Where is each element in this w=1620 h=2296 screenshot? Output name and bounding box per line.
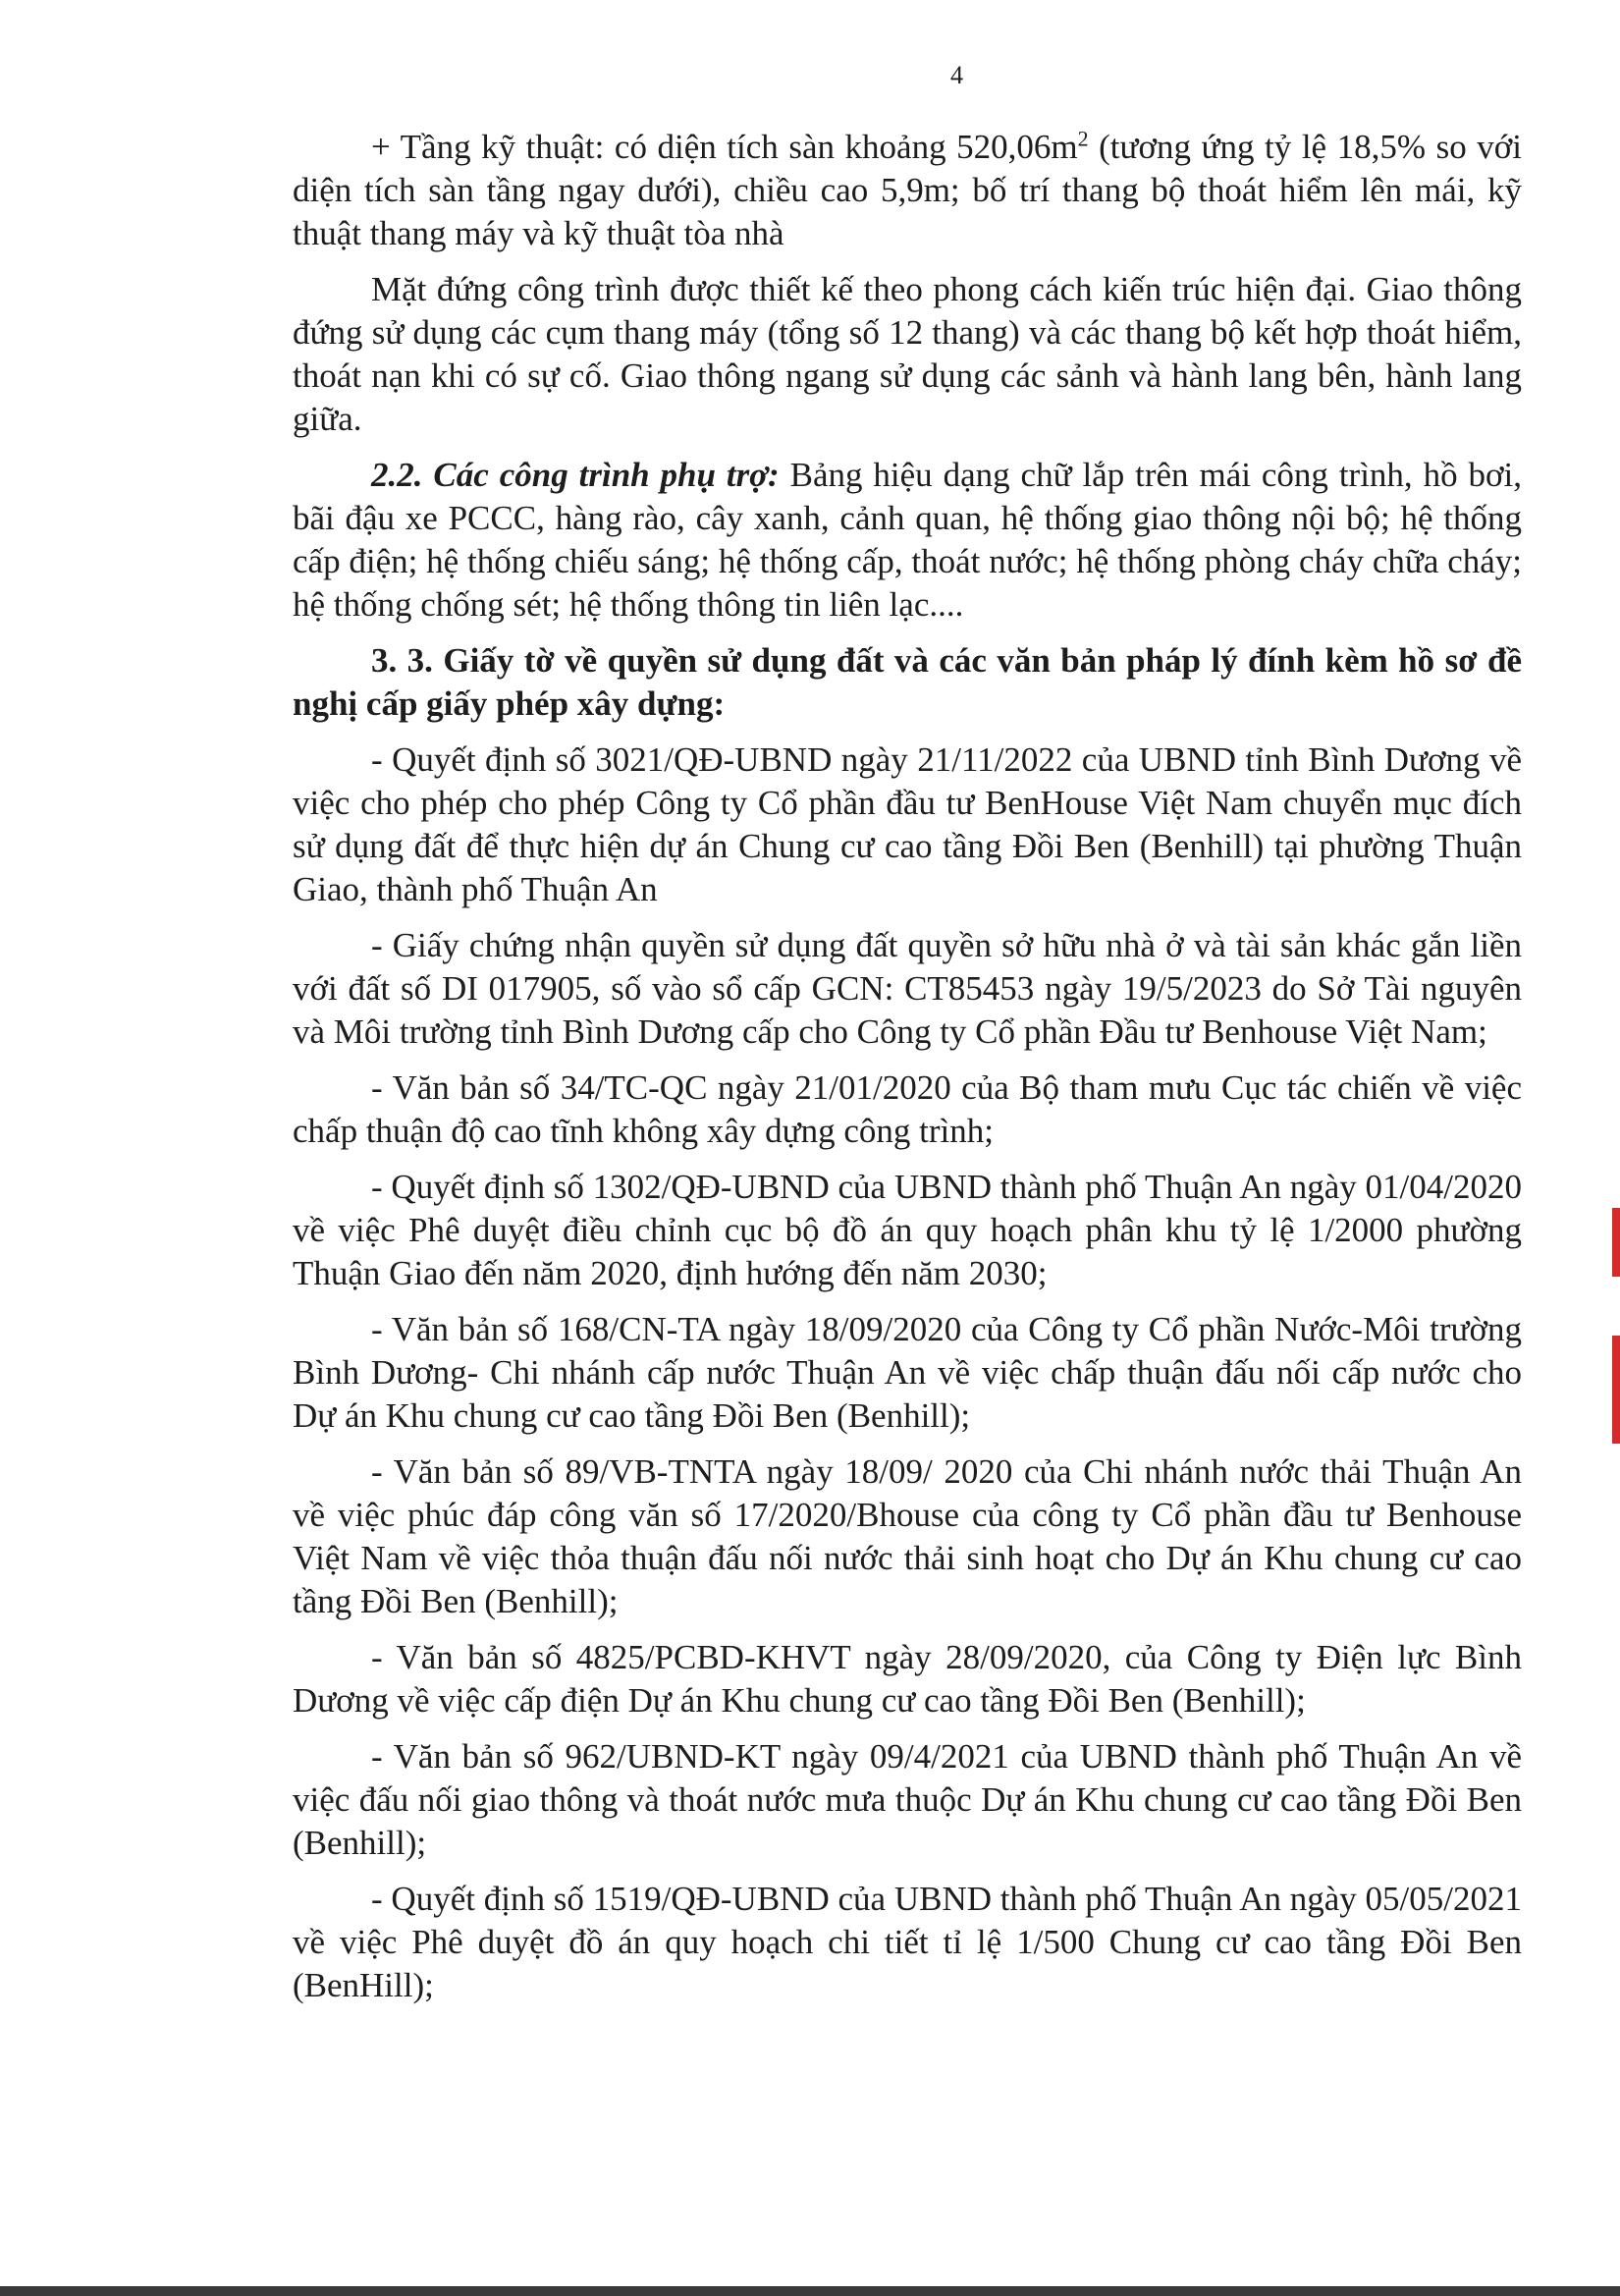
legal-item: - Văn bản số 4825/PCBD-KHVT ngày 28/09/2020, của Công ty Điện lực Bình Dương về việc cấp điện Dự án Khu chung cư cao tầng Đồi Ben (Benhill); (293, 1638, 1522, 1720)
superscript-2: 2 (1077, 126, 1089, 151)
legal-item: - Quyết định số 1302/QĐ-UBND của UBND thành phố Thuận An ngày 01/04/2020 về việc Phê duyệt điều chỉnh cục bộ đồ án quy hoạch phân khu tỷ lệ 1/2000 phường Thuận Giao đến năm 2020, định hướng đến năm 2030; (293, 1168, 1522, 1292)
scan-stamp-mark (1612, 1208, 1620, 1277)
legal-item: - Văn bản số 168/CN-TA ngày 18/09/2020 của Công ty Cổ phần Nước-Môi trường Bình Dương- Chi nhánh cấp nước Thuận An về việc chấp thuận đấu nối cấp nước cho Dự án Khu chung cư cao tầng Đồi Ben (Benhill); (293, 1310, 1522, 1435)
section-heading-3-3: 3. 3. Giấy tờ về quyền sử dụng đất và các văn bản pháp lý đính kèm hồ sơ đề nghị cấp giấy phép xây dựng: (293, 641, 1522, 723)
auxiliary-works-text: Bảng hiệu dạng chữ lắp trên mái công trình, hồ bơi, bãi đậu xe PCCC, hàng rào, cây xanh, cảnh quan, hệ thống giao thông nội bộ; hệ thống cấp điện; hệ thống chiếu sáng; hệ thống cấp, thoát nước; hệ thống phòng cháy chữa cháy; hệ thống chống sét; hệ thống thông tin liên lạc.... (293, 456, 1522, 624)
paragraph-facade: Mặt đứng công trình được thiết kế theo phong cách kiến trúc hiện đại. Giao thông đứng sử dụng các cụm thang máy (tổng số 12 thang) và các thang bộ kết hợp thoát hiểm, thoát nạn khi có sự cố. Giao thông ngang sử dụng các sảnh và hành lang bên, hành lang giữa. (293, 270, 1522, 438)
paragraph-technical-floor-text-cont: (tương ứng tỷ lệ 18,5% so với diện tích sàn tầng ngay dưới), chiều cao 5,9m; bố trí thang bộ thoát hiểm lên mái, kỹ thuật thang máy và kỹ thuật tòa nhà (293, 128, 1522, 252)
document-body (293, 126, 1522, 2020)
legal-item: - Văn bản số 962/UBND-KT ngày 09/4/2021 của UBND thành phố Thuận An về việc đấu nối giao thông và thoát nước mưa thuộc Dự án Khu chung cư cao tầng Đồi Ben (Benhill); (293, 1737, 1522, 1862)
legal-item: - Quyết định số 3021/QĐ-UBND ngày 21/11/2022 của UBND tỉnh Bình Dương về việc cho phép cho phép Công ty Cổ phần đầu tư BenHouse Việt Nam chuyển mục đích sử dụng đất để thực hiện dự án Chung cư cao tầng Đồi Ben (Benhill) tại phường Thuận Giao, thành phố Thuận An (293, 740, 1522, 908)
paragraph-technical-floor-text: + Tầng kỹ thuật: có diện tích sàn khoảng 520,06m (371, 128, 1078, 166)
auxiliary-works-heading: 2.2. Các công trình phụ trợ: (371, 456, 780, 494)
page-bottom-edge (0, 2286, 1620, 2296)
legal-item: - Quyết định số 1519/QĐ-UBND của UBND thành phố Thuận An ngày 05/05/2021 về việc Phê duyệt đồ án quy hoạch chi tiết tỉ lệ 1/500 Chung cư cao tầng Đồi Ben (BenHill); (293, 1880, 1522, 2004)
scan-stamp-mark (1612, 1336, 1620, 1444)
paragraph-auxiliary-works (293, 454, 1522, 627)
page-number: 4 (950, 61, 963, 89)
paragraph-technical-floor (293, 126, 1522, 255)
legal-item: - Giấy chứng nhận quyền sử dụng đất quyền sở hữu nhà ở và tài sản khác gắn liền với đất số DI 017905, số vào sổ cấp GCN: CT85453 ngày 19/5/2023 do Sở Tài nguyên và Môi trường tỉnh Bình Dương cấp cho Công ty Cổ phần Đầu tư Benhouse Việt Nam; (293, 926, 1522, 1051)
legal-item: - Văn bản số 34/TC-QC ngày 21/01/2020 của Bộ tham mưu Cục tác chiến về việc chấp thuận độ cao tĩnh không xây dựng công trình; (293, 1068, 1522, 1150)
legal-item: - Văn bản số 89/VB-TNTA ngày 18/09/ 2020 của Chi nhánh nước thải Thuận An về việc phúc đáp công văn số 17/2020/Bhouse của công ty Cổ phần đầu tư Benhouse Việt Nam về việc thỏa thuận đấu nối nước thải sinh hoạt cho Dự án Khu chung cư cao tầng Đồi Ben (Benhill); (293, 1452, 1522, 1620)
